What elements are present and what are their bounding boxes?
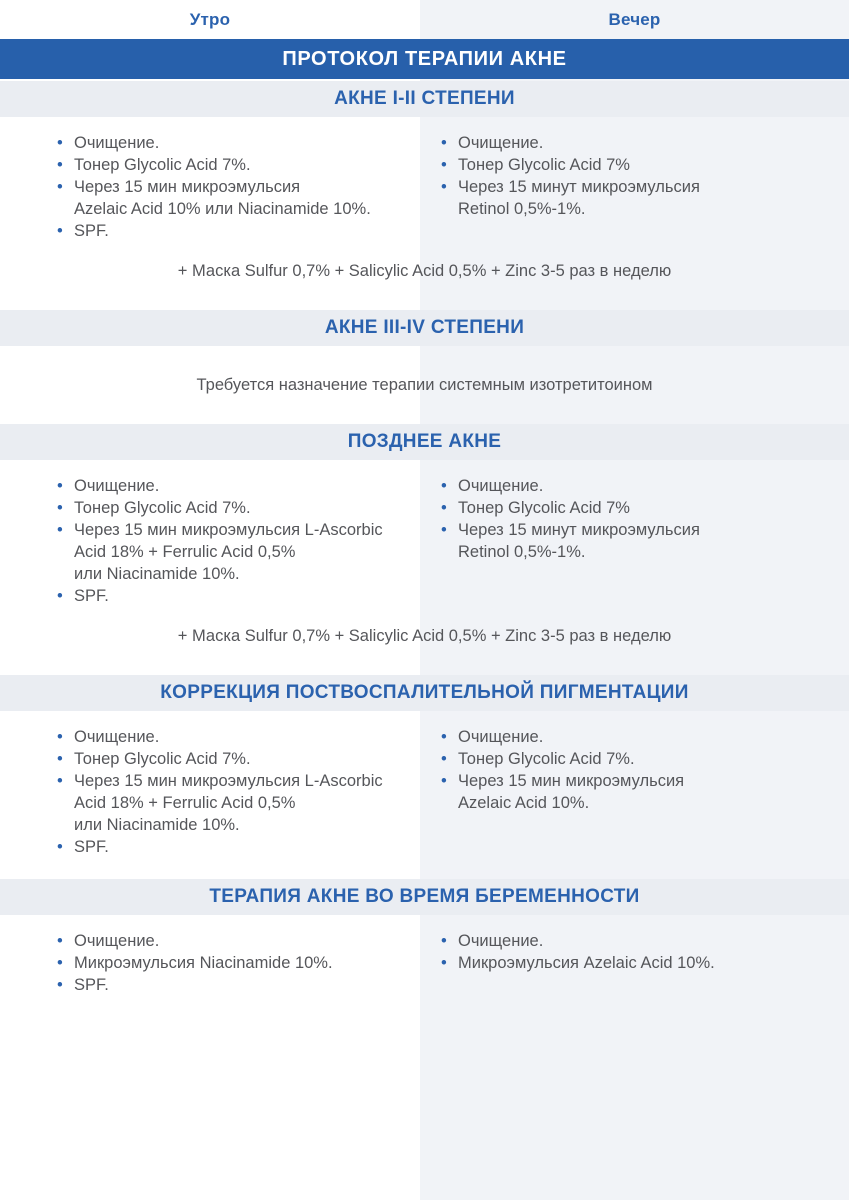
bullet-line: Azelaic Acid 10%. (458, 794, 590, 812)
morning-column (0, 930, 420, 996)
section-columns (0, 713, 849, 877)
bullet-line: Тонер Glycolic Acid 7% (458, 156, 630, 174)
section-footer-note: + Маска Sulfur 0,7% + Salicylic Acid 0,5% + Zinc 3-5 раз в неделю (177, 262, 672, 280)
section-title-band (0, 879, 849, 915)
bullet-item (57, 930, 410, 952)
section-title-band (0, 310, 849, 346)
section-title-band (0, 424, 849, 460)
bullet-item (57, 952, 410, 974)
morning-column (0, 132, 420, 242)
bullet-dot-icon: • (57, 976, 63, 994)
section-acne-1-2 (0, 81, 849, 308)
bullet-line: Через 15 минут микроэмульсия (458, 521, 700, 539)
bullet-dot-icon: • (57, 134, 63, 152)
bullet-list (57, 726, 410, 858)
bullet-dot-icon: • (57, 838, 63, 856)
bullet-line: Очищение. (458, 728, 544, 746)
bullet-item (441, 748, 839, 770)
section-columns (0, 917, 849, 1015)
bullet-dot-icon: • (441, 521, 447, 539)
bullet-dot-icon: • (57, 587, 63, 605)
bullet-dot-icon: • (441, 499, 447, 517)
bullet-dot-icon: • (57, 222, 63, 240)
bullet-dot-icon: • (57, 521, 63, 539)
bullet-list (441, 930, 839, 974)
bullet-dot-icon: • (441, 156, 447, 174)
bullet-line: SPF. (74, 838, 109, 856)
bullet-line: Микроэмульсия Niacinamide 10%. (74, 954, 333, 972)
section-late-acne (0, 424, 849, 673)
bullet-line: Тонер Glycolic Acid 7%. (458, 750, 635, 768)
bullet-list (441, 726, 839, 814)
column-header-morning: Утро (189, 9, 231, 29)
bullet-line: Retinol 0,5%-1%. (458, 543, 586, 561)
bullet-item (441, 726, 839, 748)
bullet-line: Acid 18% + Ferrulic Acid 0,5% (74, 794, 296, 812)
bullet-dot-icon: • (441, 772, 447, 790)
bullet-dot-icon: • (57, 156, 63, 174)
bullet-line: SPF. (74, 222, 109, 240)
bullet-item (57, 770, 410, 836)
section-pregnancy (0, 879, 849, 1015)
bullet-list (441, 475, 839, 563)
bullet-dot-icon: • (441, 178, 447, 196)
main-title-banner: ПРОТОКОЛ ТЕРАПИИ АКНЕ (0, 39, 849, 79)
bullet-line: или Niacinamide 10%. (74, 816, 240, 834)
bullet-dot-icon: • (57, 728, 63, 746)
bullet-item (57, 132, 410, 154)
bullet-line: Тонер Glycolic Acid 7%. (74, 156, 251, 174)
bullet-line: Очищение. (74, 728, 160, 746)
bullet-line: Acid 18% + Ferrulic Acid 0,5% (74, 543, 296, 561)
sections-container (0, 81, 849, 1015)
section-acne-3-4 (0, 310, 849, 422)
section-title: АКНЕ I-II СТЕПЕНИ (334, 88, 515, 109)
evening-column (420, 930, 849, 996)
bullet-line: Через 15 мин микроэмульсия (458, 772, 685, 790)
bullet-line: SPF. (74, 976, 109, 994)
bullet-dot-icon: • (57, 477, 63, 495)
section-title-band (0, 81, 849, 117)
bullet-item (57, 836, 410, 858)
bullet-item (441, 930, 839, 952)
bullet-line: Очищение. (74, 134, 160, 152)
section-pigmentation (0, 675, 849, 877)
bullet-line: Тонер Glycolic Acid 7%. (74, 499, 251, 517)
bullet-dot-icon: • (57, 750, 63, 768)
morning-column (0, 475, 420, 607)
bullet-dot-icon: • (441, 932, 447, 950)
evening-column (420, 132, 849, 242)
bullet-line: Очищение. (458, 477, 544, 495)
morning-column (0, 726, 420, 858)
bullet-line: Микроэмульсия Azelaic Acid 10%. (458, 954, 715, 972)
bullet-item (57, 974, 410, 996)
bullet-dot-icon: • (441, 954, 447, 972)
section-title: АКНЕ III-IV СТЕПЕНИ (324, 317, 525, 338)
bullet-item (57, 220, 410, 242)
bullet-line: Retinol 0,5%-1%. (458, 200, 586, 218)
bullet-line: Через 15 мин микроэмульсия L-Ascorbic (74, 772, 383, 790)
bullet-item (441, 176, 839, 220)
bullet-line: Через 15 мин микроэмульсия (74, 178, 301, 196)
bullet-list (57, 475, 410, 607)
bullet-item (57, 748, 410, 770)
bullet-list (57, 132, 410, 242)
bullet-list (441, 132, 839, 220)
bullet-dot-icon: • (57, 499, 63, 517)
bullet-line: Очищение. (458, 134, 544, 152)
bullet-item (57, 176, 410, 220)
bullet-item (57, 585, 410, 607)
bullet-line: или Niacinamide 10%. (74, 565, 240, 583)
bullet-line: Через 15 мин микроэмульсия L-Ascorbic (74, 521, 383, 539)
time-of-day-header-row (0, 0, 849, 39)
bullet-dot-icon: • (57, 932, 63, 950)
bullet-line: SPF. (74, 587, 109, 605)
bullet-dot-icon: • (441, 134, 447, 152)
section-columns (0, 462, 849, 615)
section-note: Требуется назначение терапии системным изотретитоином (196, 376, 653, 394)
bullet-dot-icon: • (441, 477, 447, 495)
bullet-dot-icon: • (441, 750, 447, 768)
section-footer-note: + Маска Sulfur 0,7% + Salicylic Acid 0,5% + Zinc 3-5 раз в неделю (177, 627, 672, 645)
section-title: ПОЗДНЕЕ АКНЕ (347, 431, 502, 452)
bullet-item (441, 497, 839, 519)
bullet-line: Azelaic Acid 10% или Niacinamide 10%. (74, 200, 371, 218)
bullet-dot-icon: • (441, 728, 447, 746)
bullet-dot-icon: • (57, 178, 63, 196)
evening-column (420, 726, 849, 858)
bullet-item (57, 519, 410, 585)
column-header-evening: Вечер (608, 9, 661, 29)
bullet-line: Тонер Glycolic Acid 7%. (74, 750, 251, 768)
section-title: ТЕРАПИЯ АКНЕ ВО ВРЕМЯ БЕРЕМЕННОСТИ (209, 886, 640, 907)
bullet-line: Тонер Glycolic Acid 7% (458, 499, 630, 517)
bullet-item (441, 475, 839, 497)
section-columns (0, 119, 849, 250)
bullet-item (441, 154, 839, 176)
bullet-dot-icon: • (57, 954, 63, 972)
bullet-item (57, 726, 410, 748)
section-title-band (0, 675, 849, 711)
section-title: КОРРЕКЦИЯ ПОСТВОСПАЛИТЕЛЬНОЙ ПИГМЕНТАЦИИ (160, 682, 689, 703)
bullet-item (441, 519, 839, 563)
bullet-item (441, 952, 839, 974)
evening-column (420, 475, 849, 607)
bullet-line: Очищение. (74, 932, 160, 950)
bullet-line: Через 15 минут микроэмульсия (458, 178, 700, 196)
bullet-item (441, 770, 839, 814)
bullet-item (441, 132, 839, 154)
bullet-list (57, 930, 410, 996)
bullet-item (57, 475, 410, 497)
bullet-dot-icon: • (57, 772, 63, 790)
bullet-item (57, 497, 410, 519)
bullet-line: Очищение. (74, 477, 160, 495)
bullet-item (57, 154, 410, 176)
bullet-line: Очищение. (458, 932, 544, 950)
